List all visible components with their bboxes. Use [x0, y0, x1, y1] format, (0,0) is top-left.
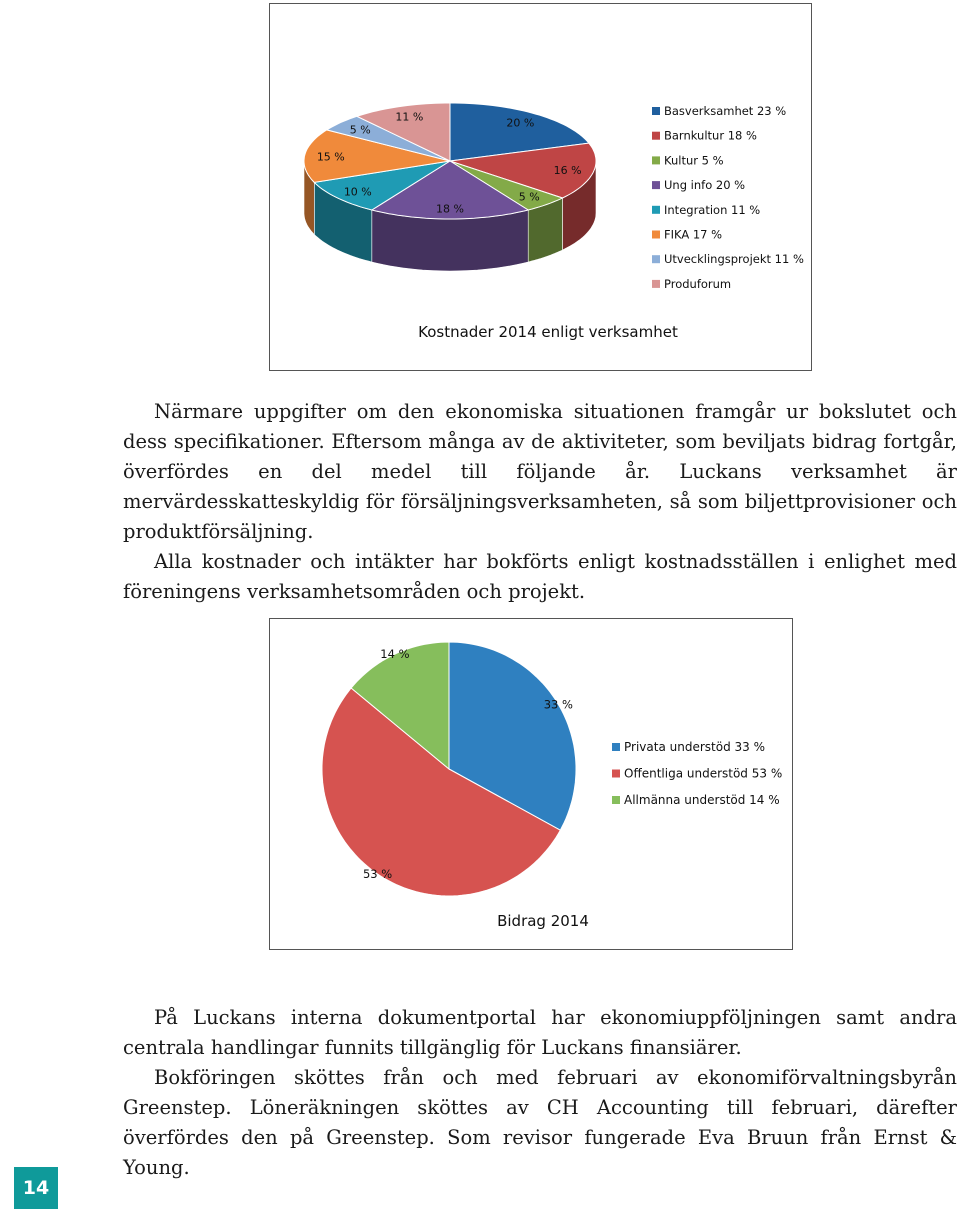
data-label: 33 %: [543, 697, 573, 712]
paragraph: Bokföringen sköttes från och med februari av ekonomiförvaltningsbyrån Greenstep. Löneräkningen sköttes av CH Accounting till februari, därefter överfördes den på Greenstep. Som revisor fungerade Eva Bruun från Ernst & Young.: [123, 1066, 957, 1179]
text-block-1: [123, 397, 957, 607]
legend-label: Offentliga understöd 53 %: [624, 766, 783, 781]
data-label: 16 %: [553, 163, 582, 177]
data-label: 11 %: [395, 110, 424, 124]
legend-swatch: [612, 796, 620, 804]
legend-label: Barnkultur 18 %: [664, 128, 757, 143]
data-label: 53 %: [362, 867, 393, 881]
legend-label: Kultur 5 %: [664, 153, 724, 168]
legend-swatch: [652, 107, 660, 115]
page-number: 14: [14, 1167, 58, 1209]
legend-label: Ung info 20 %: [664, 178, 746, 193]
legend-label: Allmänna understöd 14 %: [624, 793, 780, 807]
cost-pie-svg: [270, 4, 811, 370]
data-label: 14 %: [380, 647, 410, 662]
legend-label: FIKA 17 %: [664, 227, 723, 242]
paragraph: På Luckans interna dokumentportal har ekonomiuppföljningen samt andra centrala handlingar funnits tillgänglig för Luckans finansiärer.: [123, 1006, 957, 1059]
grants-pie-chart: [269, 618, 793, 950]
paragraph: Alla kostnader och intäkter har bokförts enligt kostnadsställen i enlighet med föreningens verksamhetsområden och projekt.: [123, 550, 957, 603]
data-label: 15 %: [316, 150, 345, 164]
data-label: 20 %: [506, 116, 535, 130]
legend-swatch: [652, 132, 660, 140]
legend-label: Basverksamhet 23 %: [664, 104, 787, 118]
data-label: 10 %: [343, 185, 372, 199]
legend-swatch: [612, 770, 620, 778]
text-block-2: [123, 1003, 957, 1183]
grants-pie-svg: [270, 619, 792, 949]
legend-swatch: [652, 255, 660, 263]
data-label: 18 %: [436, 202, 464, 216]
legend-label: Integration 11 %: [664, 202, 761, 217]
legend-swatch: [652, 206, 660, 214]
legend-swatch: [652, 181, 660, 189]
chart-title: Kostnader 2014 enligt verksamhet: [418, 323, 678, 341]
paragraph: Närmare uppgifter om den ekonomiska situationen framgår ur bokslutet och dess specifikationer. Eftersom många av de aktiviteter, som beviljats bidrag fortgår, överfördes en del medel till följande år. Luckans verksamhet är mervärdesskatteskyldig för försäljningsverksamheten, så som biljettprovisioner och produktförsäljning.: [123, 400, 957, 543]
cost-pie-chart: [269, 3, 812, 371]
legend-swatch: [652, 280, 660, 288]
data-label: 5 %: [349, 123, 371, 137]
legend-swatch: [612, 743, 620, 751]
legend-swatch: [652, 156, 660, 164]
chart-title: Bidrag 2014: [497, 912, 589, 930]
legend-label: Utvecklingsprojekt 11 %: [664, 252, 804, 267]
legend-swatch: [652, 231, 660, 239]
data-label: 5 %: [518, 190, 540, 204]
legend-label: Privata understöd 33 %: [624, 740, 765, 754]
legend-label: Produforum: [664, 276, 732, 291]
